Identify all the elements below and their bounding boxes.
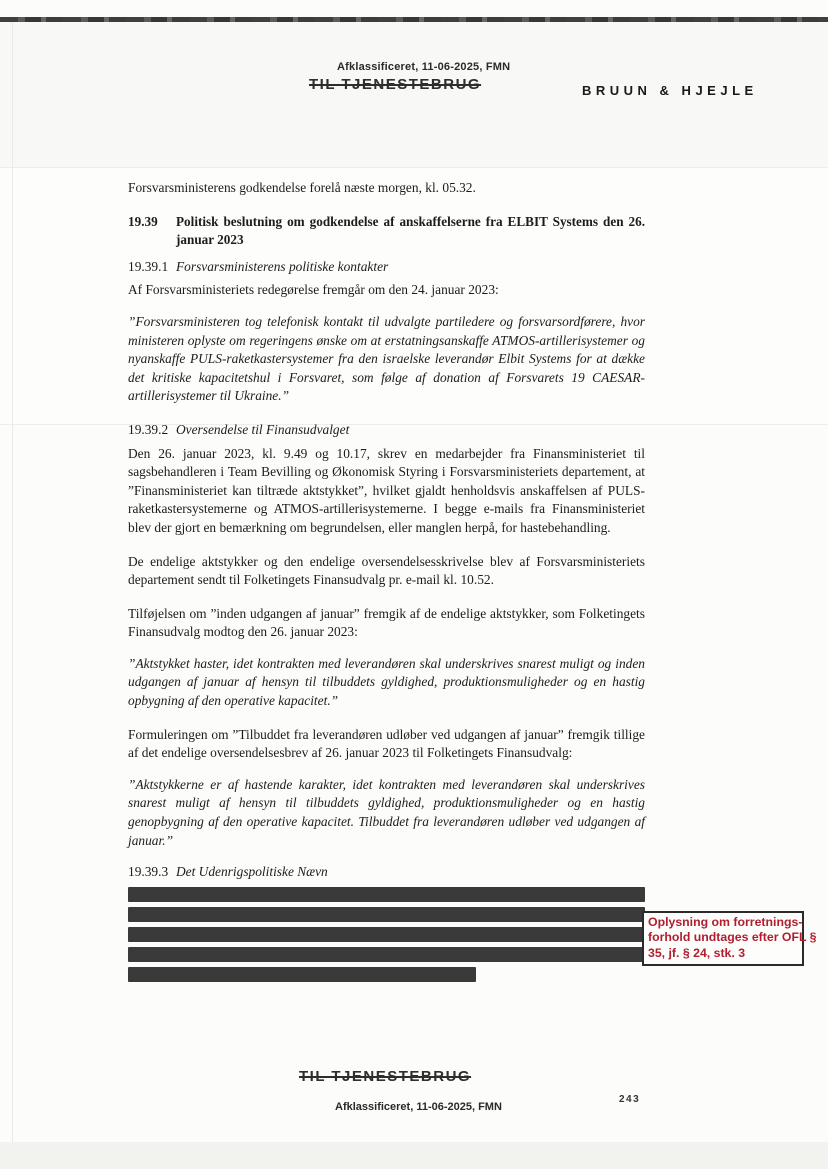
section-number: 19.39.3	[128, 864, 169, 880]
intro-paragraph: Forsvarsministerens godkendelse forelå næste morgen, kl. 05.32.	[128, 180, 476, 195]
declassification-footer: Afklassificeret, 11-06-2025, FMN	[335, 1101, 502, 1113]
classification-stamp-header: TIL TJENESTEBRUG	[309, 76, 482, 93]
body-paragraph: Af Forsvarsministeriets redegørelse fremgår om den 24. januar 2023:	[128, 282, 499, 298]
section-title: Politisk beslutning om godkendelse af anskaffelserne fra ELBIT Systems den 26. januar 2023	[176, 213, 645, 248]
redaction-bar	[128, 947, 645, 962]
section-title: Det Udenrigspolitiske Nævn	[176, 864, 328, 880]
classification-stamp-footer: TIL TJENESTEBRUG	[299, 1068, 472, 1085]
body-paragraph: Den 26. januar 2023, kl. 9.49 og 10.17, skrev en medarbejder fra Finansministeriet til sagsbehandleren i Team Bevilling og Økonomisk Styring i Forsvarsministeriets departement, at ”Finansministeriet kan tiltræde aktstykket”, hvilket gjaldt henholdsvis anskaffelsen af PULS-raketkastersystemerne og ATMOS-artillerisystemerne. I begge e-mails fra Finansministeriet blev der gjort en bemærkning om begrundelsen, eller manglen herpå, for hastebehandling.	[128, 445, 645, 535]
redaction-block	[128, 887, 817, 982]
scan-artifact-line	[0, 17, 828, 22]
exemption-note-line: Oplysning om forretnings-	[648, 914, 803, 929]
body-paragraph: Formuleringen om ”Tilbuddet fra leverandøren udløber ved udgangen af januar” fremgik tillige af det endelige oversendelsesbrev af 26. januar 2023 til Folketingets Finansudvalg:	[128, 726, 645, 761]
section-title: Forsvarsministerens politiske kontakter	[176, 258, 389, 274]
subsection-heading-19-39-1	[128, 258, 645, 277]
quote-paragraph: ”Aktstykket haster, idet kontrakten med leverandøren skal underskrives snarest muligt og inden udgangen af januar af hensyn til tilbuddets gyldighed, produktionsmuligheder og en hastig opbygning af den operative kapacitet.”	[128, 655, 645, 709]
body-paragraph: De endelige aktstykker og den endelige oversendelsesskrivelse blev af Forsvarsministeriets departement sendt til Folketingets Finansudvalg pr. e-mail kl. 10.52.	[128, 553, 645, 588]
section-number: 19.39.2	[128, 421, 169, 437]
redaction-bar	[128, 887, 645, 902]
redaction-bar	[128, 907, 645, 922]
section-number: 19.39	[128, 213, 158, 229]
page-number: 243	[619, 1094, 641, 1105]
redaction-bar	[128, 967, 476, 982]
scan-band	[0, 1142, 828, 1169]
body-paragraph: Tilføjelsen om ”inden udgangen af januar” fremgik af de endelige aktstykker, som Folketingets Finansudvalg modtog den 26. januar 2023:	[128, 605, 645, 640]
quote-paragraph: ”Aktstykkerne er af hastende karakter, idet kontrakten med leverandøren skal underskrives snarest muligt af hensyn til tilbuddets gyldighed, produktionsmuligheder og en hastig genopbygning af den operative kapacitet. Tilbuddet fra leverandøren udløber ved udgangen af januar.”	[128, 776, 645, 848]
declassification-header: Afklassificeret, 11-06-2025, FMN	[337, 61, 511, 73]
subsection-heading-19-39-3	[128, 863, 645, 882]
redaction-bar	[128, 927, 645, 942]
firm-logo: BRUUN & HJEJLE	[582, 83, 758, 98]
quote-paragraph: ”Forsvarsministeren tog telefonisk kontakt til udvalgte partiledere og forsvarsordførere, hvor ministeren oplyste om regeringens ønske om at erstatningsanskaffe ATMOS-artillerisystemer og nyanskaffe PULS-raketkastersystemer fra den israelske leverandør Elbit Systems for at dække det kritiske kapacitetshul i Forsvaret, som følge af donation af Forsvarets 19 CAESAR-artillerisystemer til Ukraine.”	[128, 313, 645, 404]
section-heading-19-39	[128, 213, 645, 250]
scan-edge-line	[12, 22, 13, 1142]
exemption-note-line: forhold undtages efter OFL §	[648, 930, 817, 945]
section-number: 19.39.1	[128, 258, 169, 274]
exemption-note-box	[642, 911, 817, 967]
section-title: Oversendelse til Finansudvalget	[176, 421, 350, 437]
subsection-heading-19-39-2	[128, 421, 645, 440]
exemption-note-line: 35, jf. § 24, stk. 3	[648, 945, 746, 960]
document-body	[128, 179, 817, 987]
